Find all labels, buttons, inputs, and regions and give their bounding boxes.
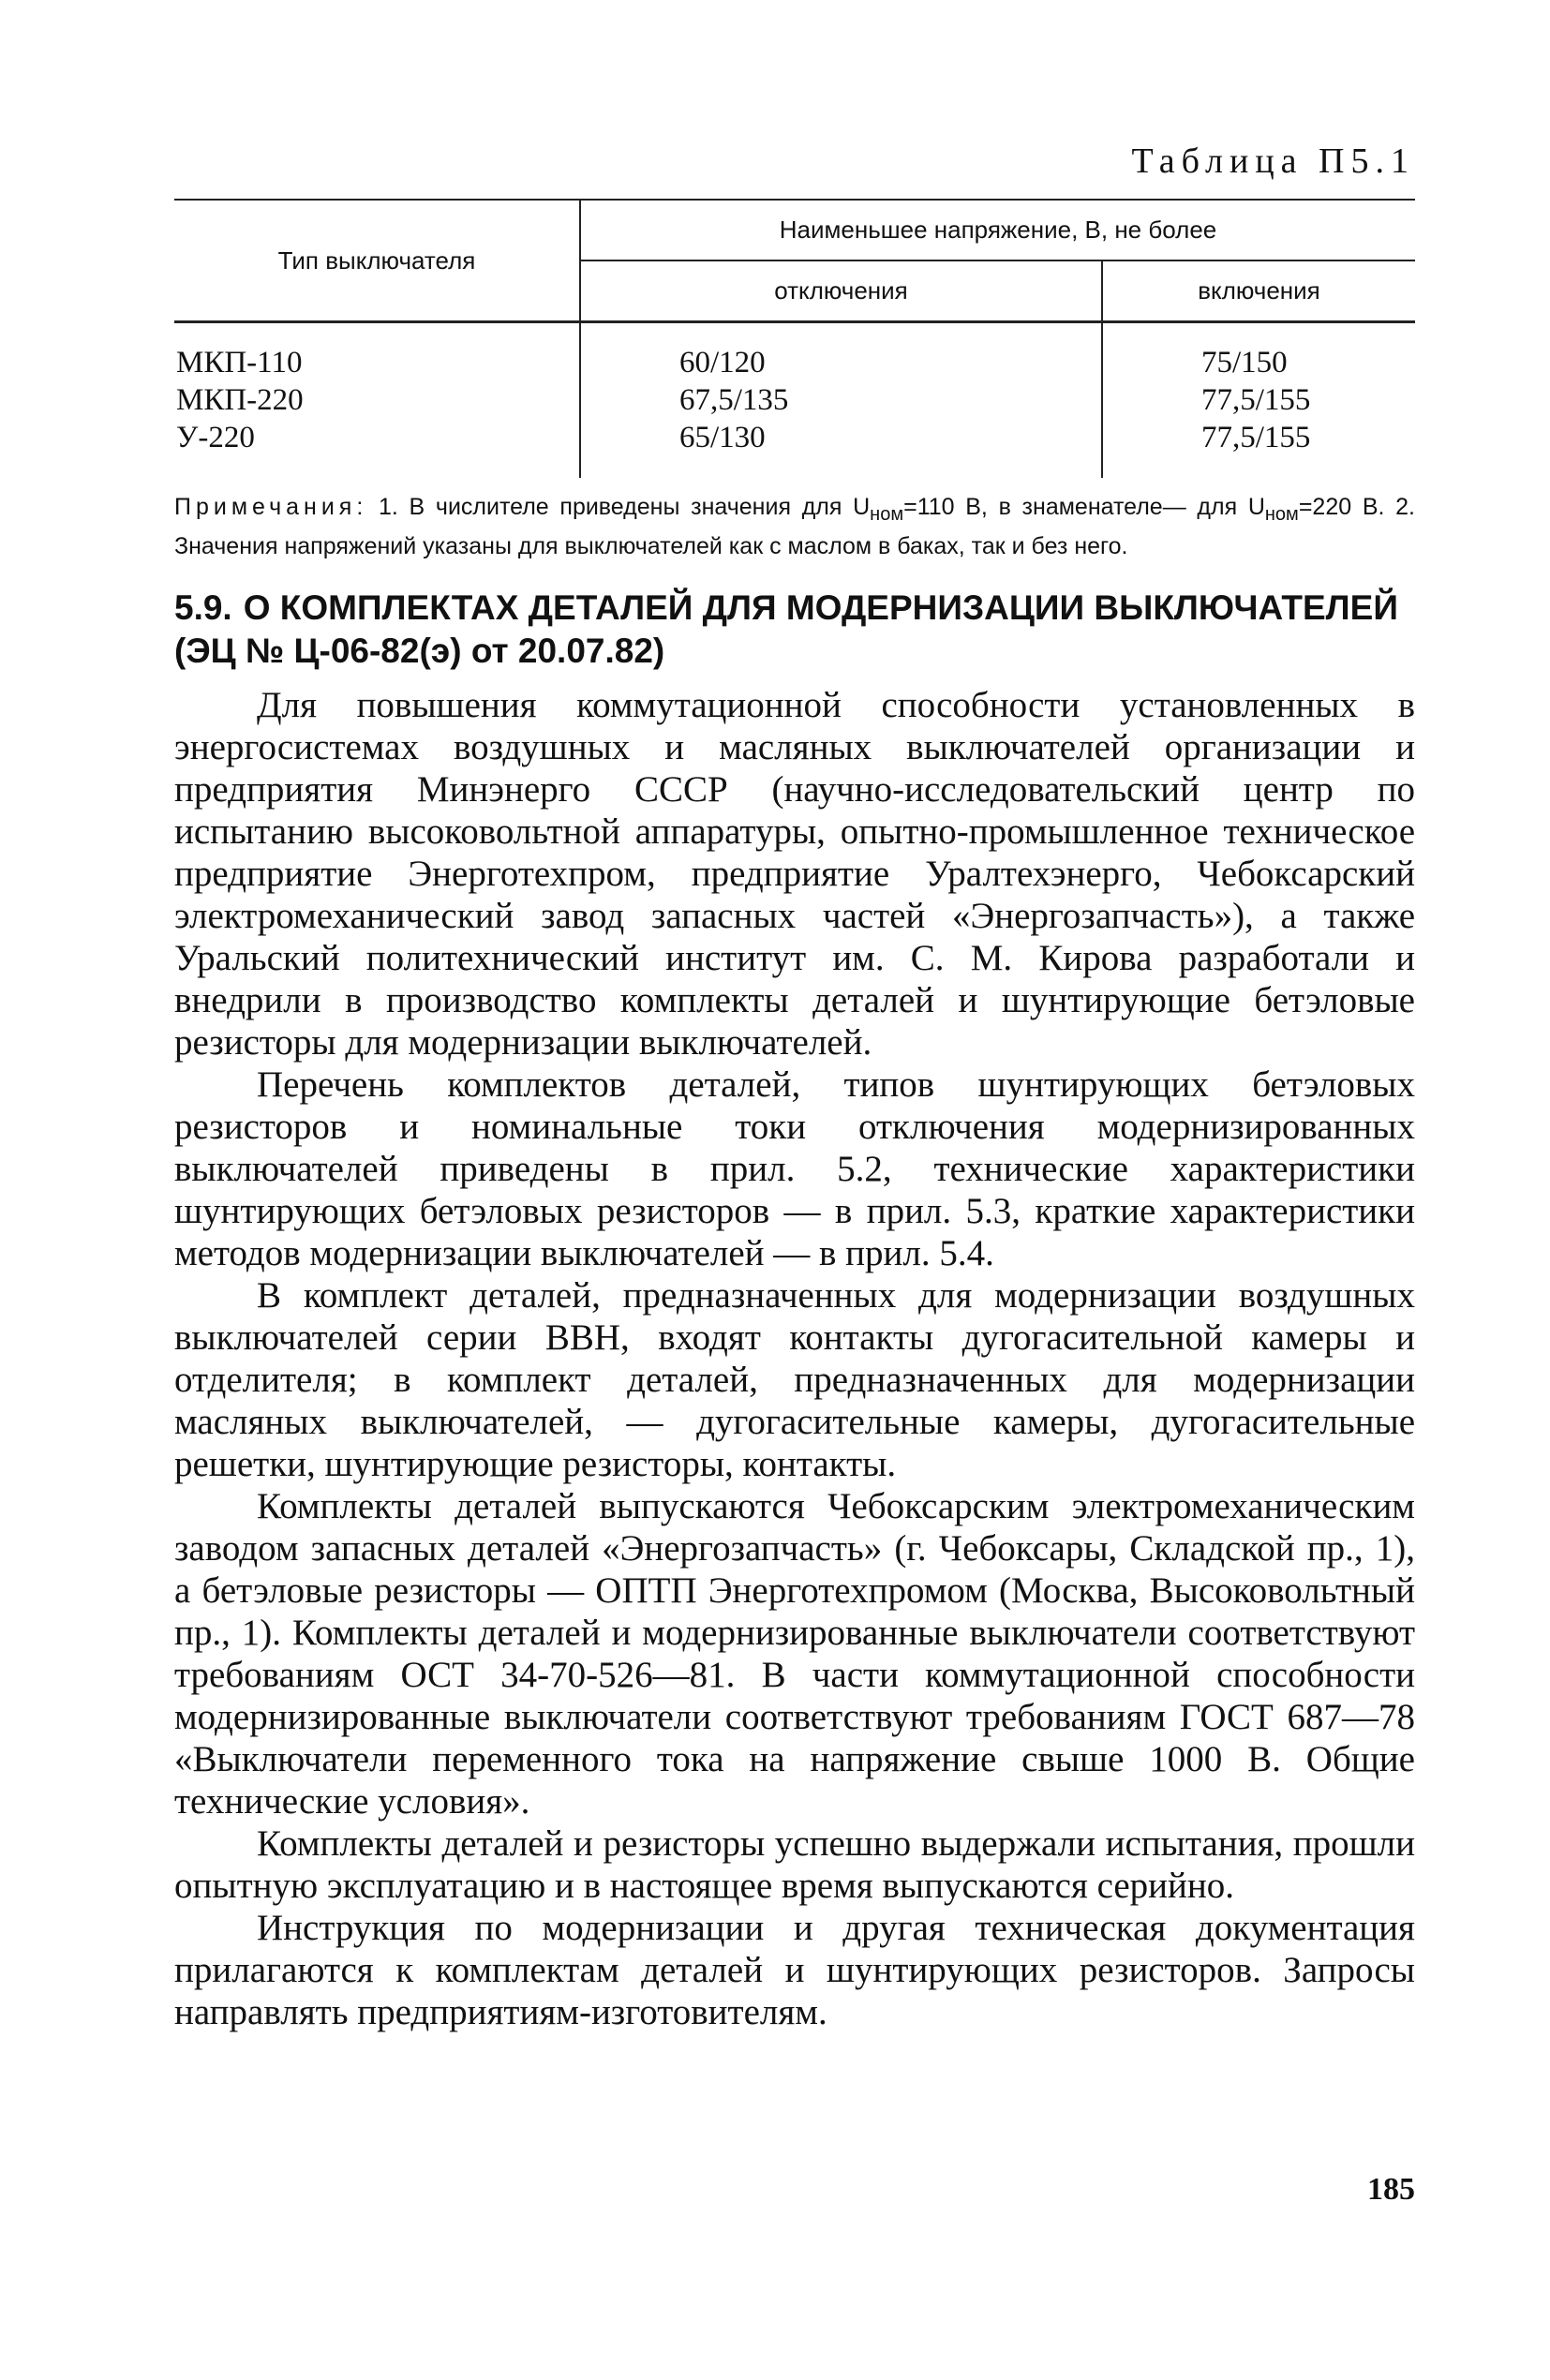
- notes-text-3: =220 В. 2. Значения напряжений указаны для выключателей как с маслом в баках, так и без него.: [174, 494, 1415, 559]
- table-title: Таблица П5.1: [1131, 141, 1415, 181]
- paragraph: Комплекты деталей и резисторы успешно выдержали испытания, прошли опытную эксплуатацию и в настоящее время выпускаются серийно.: [174, 1823, 1415, 1906]
- row-off-value: 60/120: [679, 346, 766, 379]
- table-body-row: [174, 322, 1415, 478]
- section-heading: [174, 587, 1415, 673]
- page-content: [174, 141, 1415, 2033]
- row-off-value: 67,5/135: [679, 383, 789, 417]
- row-type: МКП-220: [176, 383, 304, 417]
- row-type: У-220: [176, 421, 255, 454]
- voltage-table: [174, 199, 1415, 478]
- header-min-voltage: Наименьшее напряжение, В, не более: [580, 200, 1415, 260]
- row-on-value: 77,5/155: [1201, 421, 1311, 454]
- section-title: О КОМПЛЕКТАХ ДЕТАЛЕЙ ДЛЯ МОДЕРНИЗАЦИИ ВЫКЛЮЧАТЕЛЕЙ (ЭЦ № Ц-06-82(э) от 20.07.82): [174, 588, 1398, 670]
- table-notes: [174, 491, 1415, 562]
- section-number: 5.9.: [174, 588, 232, 627]
- row-on-value: 77,5/155: [1201, 383, 1311, 417]
- notes-subscript: ном: [870, 504, 904, 525]
- header-off: отключения: [580, 260, 1102, 322]
- row-off-value: 65/130: [679, 421, 766, 454]
- header-on: включения: [1102, 260, 1415, 322]
- notes-text-1: 1. В числителе приведены значения для U: [379, 494, 871, 520]
- row-on-value: 75/150: [1201, 346, 1288, 379]
- paragraph: Перечень комплектов деталей, типов шунтирующих бетэловых резисторов и номинальные токи отключения модернизированных выключателей приведены в прил. 5.2, технические характеристики шунтирующих бетэловых резисторов — в прил. 5.3, краткие характеристики методов модернизации выключателей — в прил. 5.4.: [174, 1064, 1415, 1273]
- paragraph: Инструкция по модернизации и другая техническая документация прилагаются к комплектам деталей и шунтирующих резисторов. Запросы направлять предприятиям-изготовителям.: [174, 1908, 1415, 2032]
- type-column: [174, 322, 580, 478]
- notes-lead: Примечания:: [174, 494, 368, 520]
- off-column: [580, 322, 1102, 478]
- notes-text-2: =110 В, в знаменателе— для U: [903, 494, 1265, 520]
- row-type: МКП-110: [176, 346, 303, 379]
- header-switch-type: Тип выключателя: [174, 200, 580, 322]
- notes-subscript: ном: [1264, 504, 1299, 525]
- paragraph: Для повышения коммутационной способности установленных в энергосистемах воздушных и масляных выключателей организации и предприятия Минэнерго СССР (научно-исследовательский центр по испытанию высоковольтной аппаратуры, опытно-промышленное техническое предприятие Энерготехпром, предприятие Уралтехэнерго, Чебоксарский электромеханический завод запасных частей «Энергозапчасть»), а также Уральский политехнический институт им. С. М. Кирова разработали и внедрили в производство комплекты деталей и шунтирующие бетэловые резисторы для модернизации выключателей.: [174, 685, 1415, 1063]
- paragraph: В комплект деталей, предназначенных для модернизации воздушных выключателей серии ВВН, входят контакты дугогасительной камеры и отделителя; в комплект деталей, предназначенных для модернизации масляных выключателей, — дугогасительные камеры, дугогасительные решетки, шунтирующие резисторы, контакты.: [174, 1275, 1415, 1484]
- page-number: 185: [1367, 2172, 1415, 2207]
- paragraph: Комплекты деталей выпускаются Чебоксарским электромеханическим заводом запасных деталей «Энергозапчасть» (г. Чебоксары, Складской пр., 1), а бетэловые резисторы — ОПТП Энерготехпромом (Москва, Высоковольтный пр., 1). Комплекты деталей и модернизированные выключатели соответствуют требованиям ОСТ 34-70-526—81. В части коммутационной способности модернизированные выключатели соответствуют требованиям ГОСТ 687—78 «Выключатели переменного тока на напряжение свыше 1000 В. Общие технические условия».: [174, 1486, 1415, 1822]
- on-column: [1102, 322, 1415, 478]
